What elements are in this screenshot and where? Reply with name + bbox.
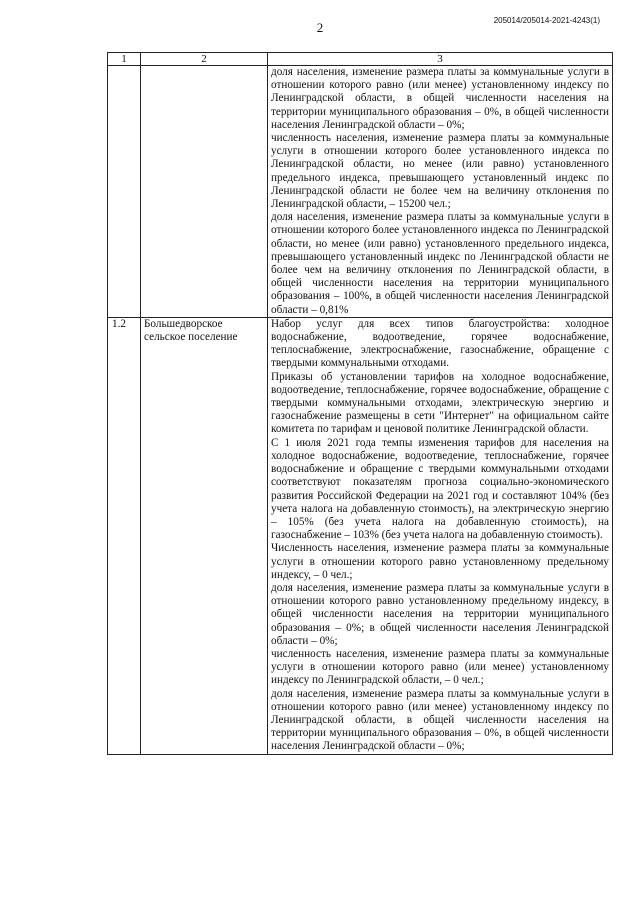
paragraph: численность населения, изменение размера платы за коммунальные услуги в отношении которого более установленного индекса по Ленинградской области, но менее (или равно) установленного предельного индекса, превышающего установленный индекс по Ленинградской области не более чем на величину отклонения по Ленинградской области, – 15200 чел.; (271, 132, 609, 211)
paragraph: доля населения, изменение размера платы за коммунальные услуги в отношении которого равно (или менее) установленному индексу по Ленинградской области, в общей численности населения на территории муниципального образования – 0%, в общей численности населения Ленинградской области – 0%; (271, 687, 609, 753)
column-header-3: 3 (268, 53, 613, 66)
row-description (268, 66, 613, 318)
page-number: 2 (316, 20, 324, 35)
table-row (108, 66, 613, 318)
table-header-row (108, 53, 613, 66)
paragraph: доля населения, изменение размера платы за коммунальные услуги в отношении которого более установленного индекса по Ленинградской области, но менее (или равно) установленного предельного индекса, превышающего установленный индекс по Ленинградской области не более чем на величину отклонения по Ленинградской области, в общей численности населения на территории муниципального образования – 100%, в общей численности населения Ленинградской области – 0,81% (271, 211, 609, 316)
row-number (108, 66, 141, 318)
paragraph: доля населения, изменение размера платы за коммунальные услуги в отношении которого равно установленному предельному индексу, в общей численности населения на территории муниципального образования – 0%; в общей численности населения Ленинградской области – 0%; (271, 581, 609, 647)
tariff-table (107, 52, 613, 755)
paragraph: С 1 июля 2021 года темпы изменения тарифов для населения на холодное водоснабжение, водоотведение, теплоснабжение, горячее водоснабжение и обращение с твердыми коммунальными отходами соответствуют показателям прогноза социально-экономического развития Российской Федерации на 2021 год и составляют 104% (без учета налога на добавленную стоимость), на электрическую энергию – 105% (без учета налога на добавленную стоимость), на газоснабжение – 103% (без учета налога на добавленную стоимость). (271, 436, 609, 542)
table-row (108, 317, 613, 754)
paragraph: Приказы об установлении тарифов на холодное водоснабжение, водоотведение, теплоснабжение, горячее водоснабжение, обращение с твердыми коммунальными отходами, электрическую энергию и газоснабжение размещены в сети "Интернет" на официальном сайте комитета по тарифам и ценовой политике Ленинградской области. (271, 370, 609, 436)
paragraph: Численность населения, изменение размера платы за коммунальные услуги в отношении которого равно установленному предельному индексу, – 0 чел.; (271, 542, 609, 581)
row-number: 1.2 (108, 317, 141, 754)
paragraph: доля населения, изменение размера платы за коммунальные услуги в отношении которого равно (или менее) установленному индексу по Ленинградской области, в общей численности населения на территории муниципального образования – 0%, в общей численности населения Ленинградской области – 0%; (271, 66, 609, 131)
column-header-1: 1 (108, 53, 141, 66)
document-id: 205014/205014-2021-4243(1) (493, 16, 600, 25)
paragraph: численность населения, изменение размера платы за коммунальные услуги в отношении которого равно (или менее) установленному индексу по Ленинградской области, – 0 чел.; (271, 647, 609, 687)
municipality-name: Большедворское сельское поселение (141, 317, 268, 754)
municipality-name (141, 66, 268, 318)
paragraph: Набор услуг для всех типов благоустройства: холодное водоснабжение, водоотведение, горячее водоснабжение, теплоснабжение, электроснабжение, газоснабжение, обращение с твердыми коммунальными отходами. (271, 317, 609, 370)
column-header-2: 2 (141, 53, 268, 66)
row-description (268, 317, 613, 754)
